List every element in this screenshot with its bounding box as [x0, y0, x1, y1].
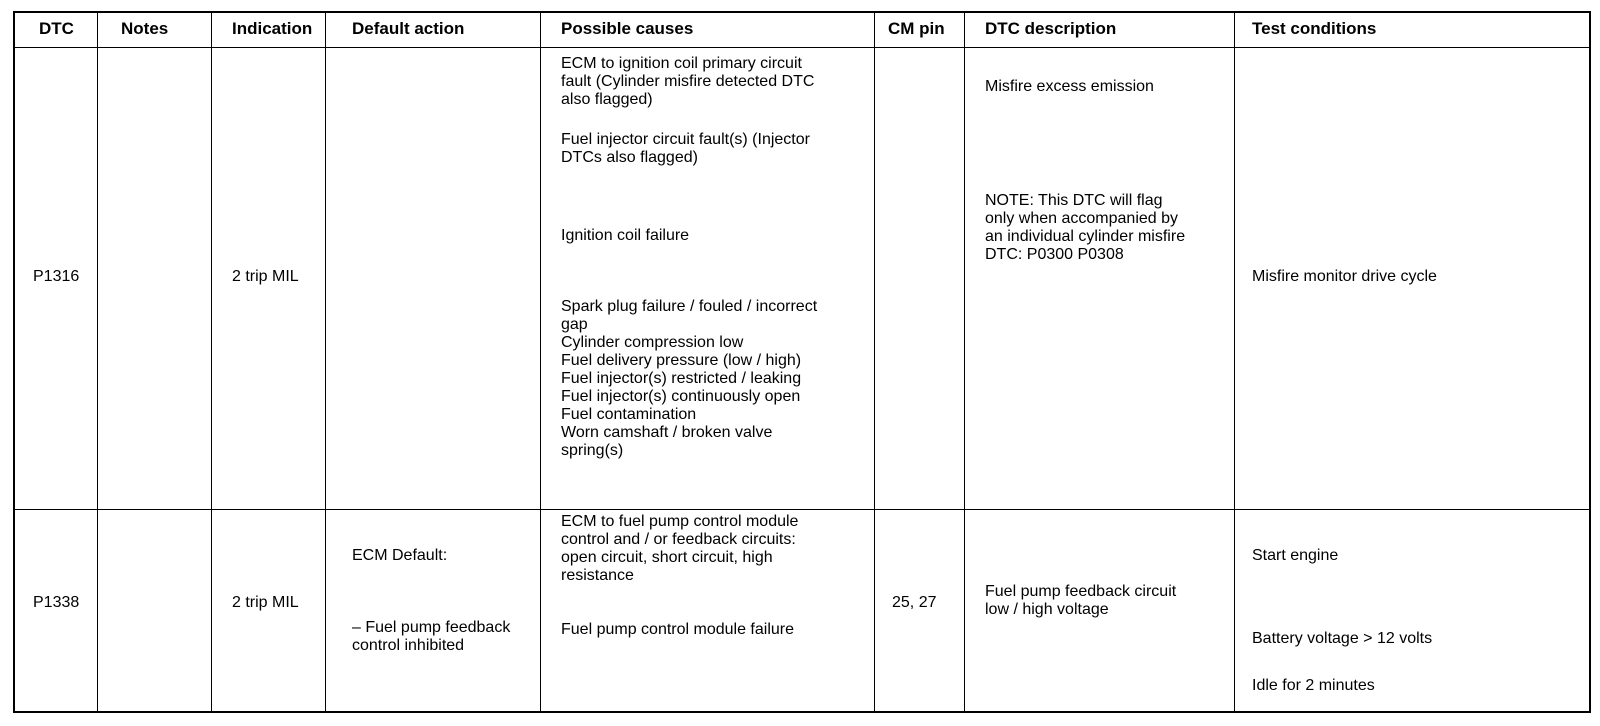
row1-cause-4: Spark plug failure / fouled / incorrect gap Cylinder compression low Fuel delivery pressure (low / high) Fuel injector(s) restricted / leaking Fuel injector(s) continuously open Fuel contamination Worn camshaft / broken valve spring(s)	[561, 298, 818, 459]
row2-test-2: Battery voltage > 12 volts	[1252, 630, 1433, 647]
header-test-conditions: Test conditions	[1252, 19, 1377, 38]
row1-cause-3: Ignition coil failure	[561, 227, 690, 244]
col-divider	[325, 13, 326, 711]
row2-description-1: Fuel pump feedback circuit low / high voltage	[985, 583, 1177, 618]
header-cm-pin: CM pin	[888, 19, 945, 38]
header-notes: Notes	[121, 19, 169, 38]
row-divider	[15, 509, 1589, 510]
col-divider	[97, 13, 98, 711]
col-divider	[211, 13, 212, 711]
row2-cm-pin: 25, 27	[892, 594, 937, 611]
row2-indication: 2 trip MIL	[232, 594, 299, 611]
row1-cause-2: Fuel injector circuit fault(s) (Injector DTCs also flagged)	[561, 131, 810, 166]
row2-dtc: P1338	[33, 594, 80, 611]
row1-dtc: P1316	[33, 268, 80, 285]
header-possible-causes: Possible causes	[561, 19, 694, 38]
col-divider	[540, 13, 541, 711]
row2-default-1: ECM Default:	[352, 547, 448, 564]
row-divider	[15, 47, 1589, 48]
row1-description-1: Misfire excess emission	[985, 78, 1154, 95]
header-indication: Indication	[232, 19, 313, 38]
col-divider	[1234, 13, 1235, 711]
row1-description-2: NOTE: This DTC will flag only when accompanied by an individual cylinder misfire DTC: P0300 P0308	[985, 192, 1186, 263]
row2-test-3: Idle for 2 minutes	[1252, 677, 1375, 694]
row2-cause-1: ECM to fuel pump control module control and / or feedback circuits: open circuit, short circuit, high resistance	[561, 513, 799, 584]
row1-indication: 2 trip MIL	[232, 268, 299, 285]
dtc-table	[13, 11, 1591, 713]
header-default-action: Default action	[352, 19, 465, 38]
row2-cause-2: Fuel pump control module failure	[561, 621, 795, 638]
header-dtc: DTC	[39, 19, 74, 38]
col-divider	[874, 13, 875, 711]
row1-test-1: Misfire monitor drive cycle	[1252, 268, 1437, 285]
header-dtc-description: DTC description	[985, 19, 1117, 38]
col-divider	[964, 13, 965, 711]
row2-test-1: Start engine	[1252, 547, 1339, 564]
row1-cause-1: ECM to ignition coil primary circuit fault (Cylinder misfire detected DTC also flagged)	[561, 55, 815, 108]
row2-default-2: – Fuel pump feedback control inhibited	[352, 619, 511, 654]
